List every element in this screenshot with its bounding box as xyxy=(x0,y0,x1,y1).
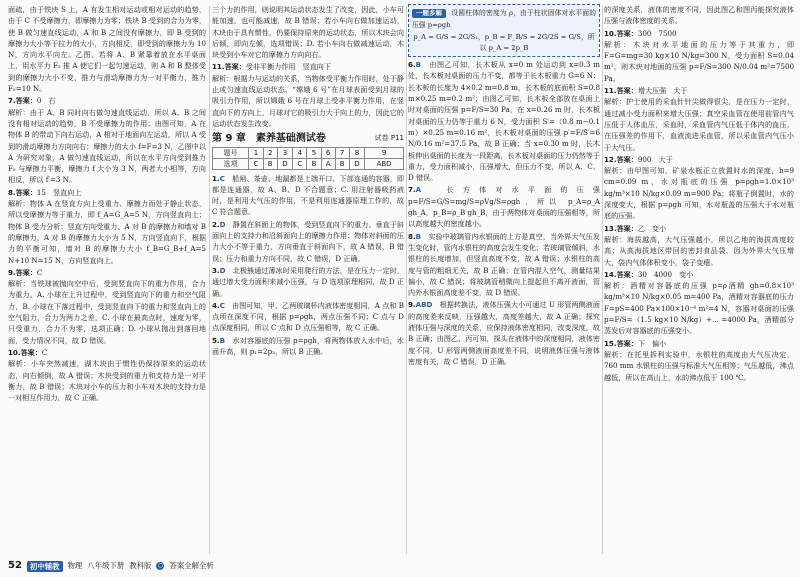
answer-key-answer-row xyxy=(213,158,404,169)
item-number: 13. xyxy=(604,223,617,233)
answer-label: 答案： xyxy=(616,154,638,164)
explanation: 静置在斜面上的物体，受到竖直向下的重力、垂直于斜面向上的支持力和沿斜面向上的摩擦力作用；物体对斜面的压力大小不等于重力，方向垂直于斜面向下，故 A 错误，B 错误；压力和重力方向不同，故 C 错误，D 正确。 xyxy=(212,219,404,263)
explanation: 水对容器底的压强 p=ρgh，将两物体放入水中后，水面升高，则 p₁=2p₂，所以 B 正确。 xyxy=(212,335,404,357)
footer-series: 答案全解全析 xyxy=(169,561,214,571)
key-cell: 8 xyxy=(349,147,364,158)
answer-label: 答案： xyxy=(15,96,37,106)
item-14 xyxy=(604,269,794,337)
explanation: 船闸、茶壶、地漏都是上端开口、下部连通的容器，即都是连通器，故 A、B、D 不合题意；C. 用注射器吸药液时，是利用大气压的作用，不是利用连通器原理工作的，故 C 符合题意。 xyxy=(212,173,404,217)
item-1 xyxy=(212,173,404,218)
column-divider xyxy=(406,6,407,554)
item-8 xyxy=(8,187,206,266)
item-6 xyxy=(408,59,600,183)
answer-label: 答案： xyxy=(616,338,638,348)
item-10 xyxy=(604,28,794,84)
explanation: 解析：在托里拆利实验中，水银柱的高度由大气压决定，760 mm 水银柱的压强与标准大气压相等；气压越低，沸点越低，所以在高山上，水的沸点低于 100 ℃。 xyxy=(604,349,794,382)
item-number: 4. xyxy=(212,300,220,310)
answer-label: 答案： xyxy=(15,187,37,197)
item-number: 7. xyxy=(408,185,416,195)
answer-label: 答案： xyxy=(616,86,638,96)
key-cell: B xyxy=(335,158,349,169)
key-cell: 9 xyxy=(365,147,404,158)
key-cell: ABD xyxy=(365,158,404,169)
item-11 xyxy=(212,61,404,129)
tip-box xyxy=(408,4,600,57)
answer-label: C xyxy=(219,300,225,310)
item-number: 1. xyxy=(212,173,220,183)
answer-label: A xyxy=(415,185,422,195)
answer-label: 答案： xyxy=(616,269,638,279)
chapter-header xyxy=(212,133,404,144)
answer-label: B xyxy=(415,60,422,70)
explanation: 北极熊通过薄冰时采用爬行的方法，是在压力一定时，通过增大受力面积来减小压强，与 D 选项原理相同，故 D 正确。 xyxy=(212,265,404,298)
page-footer xyxy=(8,559,214,573)
answer-key-table xyxy=(212,147,404,170)
chapter-meta: 试卷 P11 xyxy=(374,134,404,143)
answer-label: 答案： xyxy=(616,223,638,233)
footer-subject: 物理 xyxy=(67,561,83,571)
answer-label: C xyxy=(219,173,225,183)
key-cell: C xyxy=(249,158,263,169)
answer-label: 答案： xyxy=(616,28,638,38)
key-cell: 3 xyxy=(277,147,292,158)
item-15 xyxy=(604,338,794,383)
chapter-title: 第 9 章 素养基础测试卷 xyxy=(212,133,326,145)
answer-value: 300 7500 xyxy=(637,28,677,38)
circle-icon: ○ xyxy=(157,562,164,569)
key-cell: 4 xyxy=(293,147,307,158)
answer-label: 答案： xyxy=(15,267,37,277)
answer-value: 900 大于 xyxy=(637,154,673,164)
footer-grade: 八年级下册 xyxy=(87,561,125,571)
key-cell: 6 xyxy=(321,147,335,158)
item-number: 7. xyxy=(8,96,16,106)
explanation: 解析：当铁球被抛向空中后，受到竖直向下的重力作用，合力为重力。A. 小球在上升过程中，受到竖直向下的重力和空气阻力，B. 小球在下落过程中，受到竖直向下的重力和竖直向上的空气阻力，合力为两力之差，C. 小球在最高点时，速度为零，只受重力，合力不为零，选项正确；D. 小球从抛出到落回地面，受力情况不同，故 D 错误。 xyxy=(8,279,206,345)
explanation: 解析：木块对水平地面的压力等于其重力，即 F=G=mg=30 kg×10 N/kg=300 N，受力面积 S=0.04 m²，则木块对地面的压强 p=F/S=300 N/0.04 m²=7500 Pa。 xyxy=(604,39,794,83)
answer-value: 下 偏小 xyxy=(637,338,667,348)
paragraph: 三个力的作用，则说明其运动状态发生了改变，因此，小车可能加速，也可能减速，故 B 错误；若小车向右做加速运动，木块由于具有惯性，仍要保持原来的运动状态，所以木块会向后倾，即向左倾，选项错误；D. 若小车向右做减速运动，木块受到小车对它的摩擦力方向向右。 xyxy=(212,5,404,60)
column-4 xyxy=(604,4,794,556)
item-number: 9. xyxy=(408,300,416,310)
column-1 xyxy=(8,4,206,556)
answer-value: 受非平衡力作用 竖直向下 xyxy=(245,62,331,72)
item-number: 11. xyxy=(604,86,617,96)
answer-key-header-row xyxy=(213,147,404,158)
answer-label: ABD xyxy=(415,300,433,310)
explanation: 解析：海拔越高，大气压强越小，所以乙地的海拔高度较高；从高海拔地区带回的密封食品袋，因为外界大气压增大，袋内气体体积变小，袋子变瘪。 xyxy=(604,234,794,267)
page-number: 52 xyxy=(8,560,22,572)
key-cell: B xyxy=(307,158,321,169)
key-cell: 1 xyxy=(249,147,263,158)
key-cell: 题号 xyxy=(213,147,249,158)
item-12 xyxy=(604,154,794,222)
answer-label: B xyxy=(415,231,422,241)
key-cell: A xyxy=(321,158,335,169)
item-3 xyxy=(212,265,404,299)
answer-value: 15 竖直向上 xyxy=(36,187,82,197)
item-13 xyxy=(604,223,794,268)
item-7 xyxy=(408,184,600,229)
item-number: 11. xyxy=(212,62,225,72)
answer-value: 增大压强 大于 xyxy=(637,86,688,96)
explanation: 解析：由甲图可知，矿泉水瓶正立放置时水的深度，h=9 cm=0.09 m，水对瓶底的压强 p=ρgh=1.0×10³ kg/m³×10 N/kg×0.09 m=900 Pa；将瓶子倒置时，水的深度变大，根据 p=ρgh 可知，水对瓶盖的压强大于水对瓶底的压强。 xyxy=(604,166,794,221)
explanation: 解析：根据力与运动的关系，当物体受平衡力作用时，处于静止或匀速直线运动状态，“嫦娥 6 号”在月球表面受到月球的吸引力作用，所以嫦娥 6 号在月球上受非平衡力作用，在竖直向下的方向上，月球对它的吸引力大于向上的力，因此它的运动状态发生改变。 xyxy=(212,73,404,128)
explanation: 解析：酒精对容器底的压强 p=ρ酒精 gh=0.8×10³ kg/m³×10 N/kg×0.05 m=400 Pa，酒精对容器底的压力 F=pS=400 Pa×100×10⁻⁴ m²=4 N，容器对桌面的压强 p=F/S=（1.5 kg×10 N/kg）+... =4000 Pa，酒精部分蒸发后对容器底的压强变小。 xyxy=(604,281,794,336)
tip-tag: 一题多解 xyxy=(412,9,446,18)
column-2 xyxy=(212,4,404,556)
item-number: 12. xyxy=(604,154,617,164)
item-number: 8. xyxy=(408,231,416,241)
key-cell: C xyxy=(293,158,307,169)
explanation: 解析：由于 A、B 同时向右做匀速直线运动，所以 A、B 之间没有相对运动的趋势，B 不受摩擦力的作用；由图可知，A 在物体 B 的带动下向右运动，A 相对于地面向左运动，所以 A 受到的滑动摩擦力方向向右；摩擦力的大小 f=F=3 N，乙图中以 A 为研究对象，A 做匀速直线运动，所以在水平方向受到推力 F₂ 与摩擦力平衡，摩擦力 f 大小为 3 N，两者大小相等，方向相反，所以 f′=3 N。 xyxy=(8,107,206,185)
item-number: 2. xyxy=(212,219,220,229)
paragraph: 的深度关系，液体的密度不同，因此图乙和图丙能探究液体压强与液体密度的关系。 xyxy=(604,5,794,26)
answer-value: 乙 变小 xyxy=(637,223,667,233)
key-cell: 7 xyxy=(335,147,349,158)
item-number: 8. xyxy=(8,187,16,197)
item-number: 14. xyxy=(604,269,617,279)
key-cell: 5 xyxy=(307,147,321,158)
tip-title: 设圆柱体的密度为 ρ，由于柱状固体对水平面的压强 p=ρgh xyxy=(412,9,596,30)
item-number: 10. xyxy=(604,28,617,38)
item-4 xyxy=(212,300,404,334)
key-cell: 选项 xyxy=(213,158,249,169)
explanation: 根据转换法，液体压强大小可通过 U 形管两侧液面的高度差来反映，压强越大，高度差越大，故 A 正确；探究液体压强与深度的关系，应保持液体密度相同，改变深度，故 B 正确；由图乙、丙可知，探头在液体中的深度相同，液体密度不同，U 形管两侧液面高度差不同，说明液体压强与液体密度有关，故 C 错误，D 正确。 xyxy=(408,300,600,366)
item-2 xyxy=(212,219,404,264)
answer-label: D xyxy=(219,219,226,229)
column-3 xyxy=(408,4,600,556)
explanation: 解析：物体 A 在竖直方向上受重力、摩擦力而处于静止状态，所以受摩擦力等于重力，即 f_A=G_A=5 N，方向竖直向上；物体 B 受力分析：竖直方向受重力、A 对 B 的摩擦力和墙对 B 的摩擦力，A 对 B 的摩擦力大小为 5 N，方向竖直向下，根据力的平衡可知，墙对 B 的摩擦力大小 f_B=G_B+f_A=5 N+10 N=15 N，方向竖直向上。 xyxy=(8,199,206,265)
brand-badge: 初中辅教 xyxy=(27,561,63,572)
key-cell: 2 xyxy=(263,147,277,158)
item-10 xyxy=(8,347,206,403)
answer-value: C xyxy=(41,347,48,357)
item-number: 9. xyxy=(8,267,16,277)
item-number: 6. xyxy=(408,60,416,70)
item-number: 10. xyxy=(8,347,21,357)
item-11 xyxy=(604,85,794,153)
explanation: 长方体对水平面的压强 p=F/S=G/S=mg/S=ρVg/S=ρgh，所以 p_A=ρ_A gh_A，p_B=ρ_B gh_B，由于两物体对桌面的压强相等，所以高度越大的密度越小。 xyxy=(408,185,600,229)
column-divider xyxy=(209,6,210,554)
item-number: 3. xyxy=(212,265,220,275)
explanation: 由图可知，甲、乙两玻璃杯内液体密度相同，A 点和 B 点所在深度不同，根据 p=ρgh，两点压强不同；C 点与 D 点深度相同，所以 C 点和 D 点压强相等，故 C 正确。 xyxy=(212,300,404,333)
key-cell: D xyxy=(349,158,364,169)
key-cell: D xyxy=(277,158,292,169)
answer-value: C xyxy=(36,267,43,277)
item-9 xyxy=(8,267,206,346)
explanation: 解析：护士使用的采血针针尖做得很尖，是在压力一定时，通过减小受力面积来增大压强；真空采血管在使用前管内气压低于人体血压，采血时，采血管内气压低于体内的血压，在压强差的作用下，血液流进采血管，所以采血管内气压小于大气压。 xyxy=(604,97,794,152)
paragraph: 面疏，由于铁块 S 上，A 有发生相对运动或相对运动的趋势，由于 C 不受摩擦力，即摩擦力为零；铁块 B 受到的合力为零，使 B 做匀速直线运动，A 和 B 之间没有摩擦力，即 B 受到的摩擦力大小等于拉力的大小，方向相反，即受到的摩擦力为 10 N，方向水平向左。乙图，若将 A、B 紧靠着放在水平桌面上，用水平力 F₂ 推 A 使它们一起匀速运动，则 A 和 B 整体受到的摩擦力大小不变，推力与滑动摩擦力为一对平衡力，推力 F₂=10 N。 xyxy=(8,5,206,94)
item-5 xyxy=(212,335,404,358)
explanation: 由图乙可知，长木板从 x=0 m 处运动到 x=0.3 m 处，长木板对桌面的压力不变，都等于长木板重力 G=6 N；长木板的长度为 4×0.2 m=0.8 m，长木板的底面积 S=0.8 m×0.25 m=0.2 m²；由图乙可知，长木板全部放在桌面上时对桌面的压强 p=F/S=30 Pa，在 x=0.26 m 时，长木板对桌面的压力仍等于重力 6 N，受力面积 S′=（0.8 m−0.1 m）×0.25 m=0.16 m²，长木板对桌面的压强 p′=F/S′=6 N/0.16 m²=37.5 Pa，故 B 正确；当 x=0.30 m 时，长木板伸出桌面的长度为一段距离，长木板对桌面的压力仍然等于重力，受力面积减小，压强增大，但压力不变，所以 A、C、D 错误。 xyxy=(408,60,600,183)
item-7 xyxy=(8,95,206,185)
item-number: 15. xyxy=(604,338,617,348)
item-9 xyxy=(408,299,600,367)
explanation: 解析：小车突然减速，湖木块由于惯性仍保持原来的运动状态，向右倾倒，故 A 错误；木块受到的重力和支持力是一对平衡力，故 B 错误；木块对小车的压力和小车对木块的支持力是一对相互作用力，故 C 正确。 xyxy=(8,359,206,403)
tip-formula: p_A = G/S = 2G/S₁，p_B = F_B/S = 2G/2S = G/S，所以 p_A = 2p_B xyxy=(413,32,595,52)
answer-label: D xyxy=(219,265,226,275)
answer-label: 答案： xyxy=(20,347,42,357)
answer-label: 答案： xyxy=(224,62,246,72)
key-cell: B xyxy=(263,158,277,169)
column-divider xyxy=(602,6,603,554)
footer-edition: 教科版 xyxy=(129,561,152,571)
answer-value: 0 右 xyxy=(36,96,56,106)
answer-label: B xyxy=(219,335,226,345)
item-number: 5. xyxy=(212,335,220,345)
answer-value: 30 4000 变小 xyxy=(637,269,694,279)
explanation: 实验中玻璃管内水银面的上方是真空，当外界大气压发生变化时，管内水银柱的高度会发生变化；若玻璃管倾斜，水银柱的长度增加，但竖直高度不变，故 A 错误；水银柱的高度与管的粗细无关，故 B 正确；在管内混入空气，测量结果偏小，故 C 错误；将玻璃管稍微向上提起但不离开液面，管内外水银面高度差不变，故 D 错误。 xyxy=(408,231,600,298)
item-8 xyxy=(408,231,600,299)
